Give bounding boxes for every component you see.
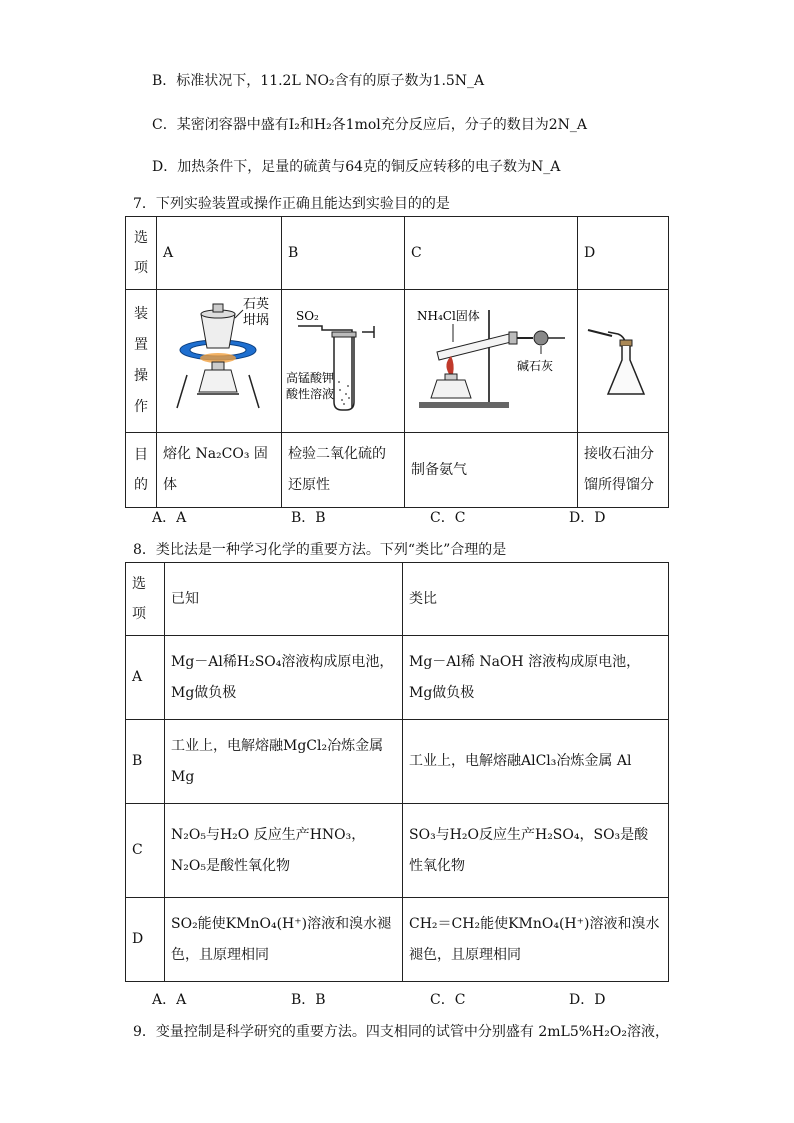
q7-answer-b[interactable]: B．B [291, 510, 326, 526]
q7-header-a: A [157, 217, 282, 290]
q7-header-d: D [578, 217, 669, 290]
q7-header-b: B [282, 217, 405, 290]
q7-purpose-b: 检验二氧化硫的还原性 [282, 433, 405, 508]
q7-table [125, 216, 669, 508]
q8-stem: 8．类比法是一种学习化学的重要方法。下列“类比”合理的是 [133, 542, 507, 558]
q7-row-label-purpose: 目的 [126, 433, 157, 508]
so2-test-tube-apparatus [282, 290, 404, 420]
q8-answer-c[interactable]: C．C [430, 992, 466, 1008]
q8-header-known: 已知 [165, 563, 403, 636]
q7-row-label-option: 选项 [126, 217, 157, 290]
q6-option-b: B．标准状况下，11.2L NO₂含有的原子数为1.5N_A [152, 73, 485, 89]
kmno4-label-2: 酸性溶液 [286, 387, 335, 401]
q8-table [125, 562, 669, 982]
apparatus-b-cell [282, 290, 405, 433]
q7-purpose-c: 制备氨气 [405, 433, 578, 508]
apparatus-d-cell [578, 290, 669, 433]
q8-answer-options [152, 989, 708, 1009]
q9-stem: 9．变量控制是科学研究的重要方法。四支相同的试管中分别盛有 2mL5%H₂O₂溶液， [133, 1024, 669, 1040]
q8-row-b-analogy: 工业上，电解熔融AlCl₃冶炼金属 Al [403, 720, 669, 804]
kmno4-label-1: 高锰酸钾 [286, 371, 335, 385]
q6-option-d: D．加热条件下，足量的硫黄与64克的铜反应转移的电子数为N_A [152, 159, 561, 175]
q7-purpose-a: 熔化 Na₂CO₃ 固体 [157, 433, 282, 508]
q8-row-a-option: A [126, 636, 165, 720]
apparatus-c-cell [405, 290, 578, 433]
q8-row-c-known: N₂O₅与H₂O 反应生产HNO₃，N₂O₅是酸性氧化物 [165, 804, 403, 898]
q7-row-label-apparatus: 装置操作 [126, 290, 157, 433]
q7-purpose-d: 接收石油分馏所得馏分 [578, 433, 669, 508]
crucible-heating-apparatus [157, 290, 281, 420]
q8-row-c-analogy: SO₃与H₂O反应生产H₂SO₄，SO₃是酸性氧化物 [403, 804, 669, 898]
quartz-crucible-label-2: 坩埚 [243, 313, 270, 328]
so2-label: SO₂ [296, 309, 319, 323]
q8-row-c-option: C [126, 804, 165, 898]
q8-row-a-analogy: Mg－Al稀 NaOH 溶液构成原电池，Mg做负极 [403, 636, 669, 720]
conical-flask-receiver [578, 290, 668, 420]
q8-row-b-known: 工业上，电解熔融MgCl₂冶炼金属Mg [165, 720, 403, 804]
q8-row-d-known: SO₂能使KMnO₄(H⁺)溶液和溴水褪色，且原理相同 [165, 898, 403, 982]
q8-row-d-analogy: CH₂＝CH₂能使KMnO₄(H⁺)溶液和溴水褪色，且原理相同 [403, 898, 669, 982]
q6-option-c: C．某密闭容器中盛有I₂和H₂各1mol充分反应后，分子的数目为2N_A [152, 117, 588, 133]
q7-answer-a[interactable]: A．A [152, 510, 187, 526]
q7-answer-options [152, 507, 708, 527]
q8-header-analogy: 类比 [403, 563, 669, 636]
q7-answer-c[interactable]: C．C [430, 510, 466, 526]
q8-header-option: 选项 [126, 563, 165, 636]
q8-row-d-option: D [126, 898, 165, 982]
q8-answer-d[interactable]: D．D [569, 992, 606, 1008]
q8-row-b-option: B [126, 720, 165, 804]
ammonia-preparation-apparatus [405, 290, 577, 420]
apparatus-a-cell [157, 290, 282, 433]
q8-answer-b[interactable]: B．B [291, 992, 326, 1008]
q8-answer-a[interactable]: A．A [152, 992, 187, 1008]
quartz-crucible-label: 石英 [243, 297, 270, 312]
nh4cl-label: NH₄Cl固体 [417, 309, 480, 323]
soda-lime-label: 碱石灰 [517, 359, 554, 373]
q7-stem: 7．下列实验装置或操作正确且能达到实验目的的是 [133, 196, 450, 212]
q7-header-c: C [405, 217, 578, 290]
q8-row-a-known: Mg－Al稀H₂SO₄溶液构成原电池，Mg做负极 [165, 636, 403, 720]
q7-answer-d[interactable]: D．D [569, 510, 606, 526]
